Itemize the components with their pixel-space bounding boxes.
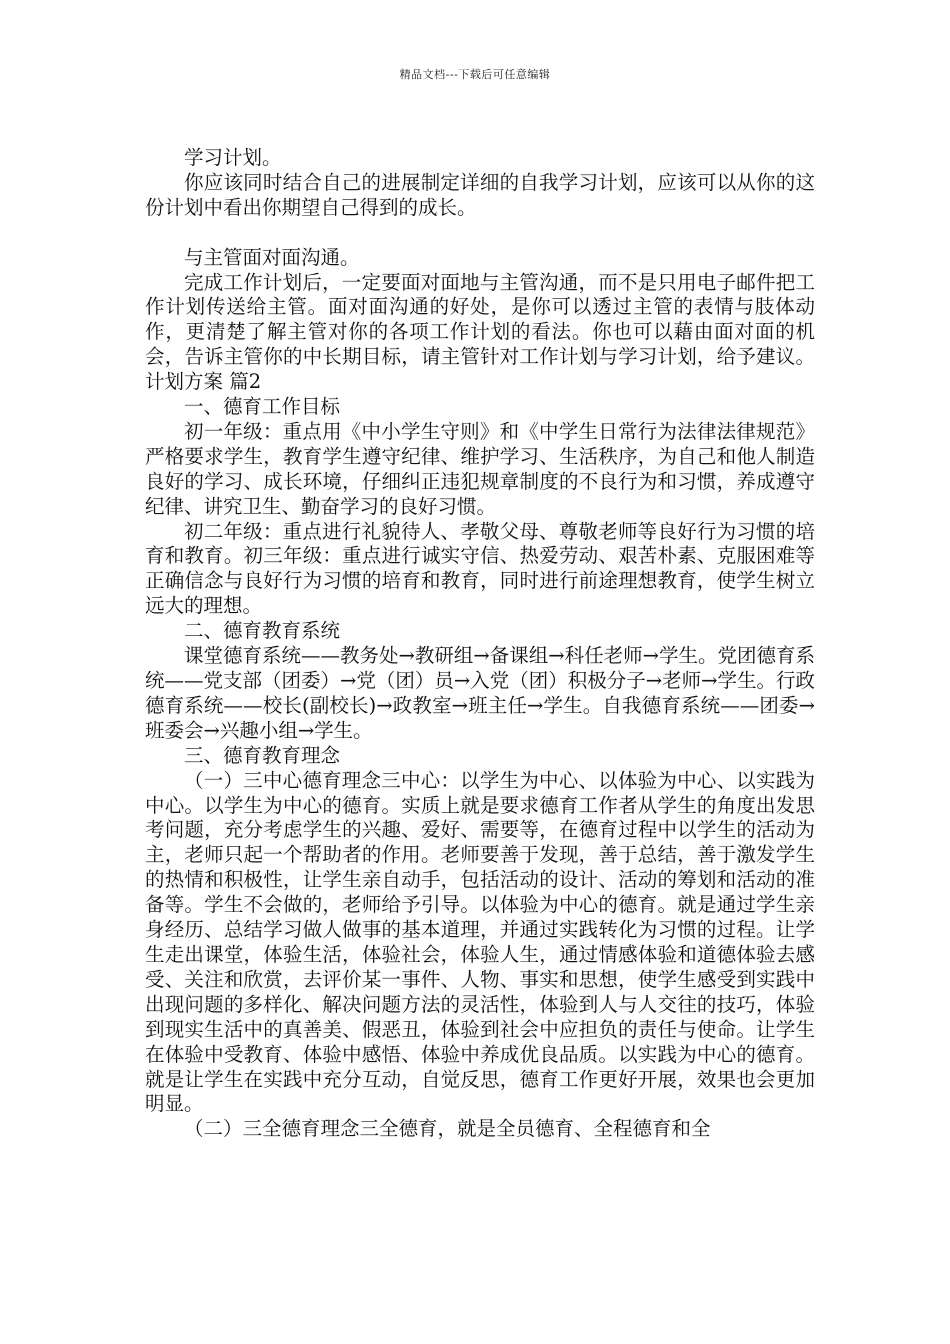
section-heading-philosophy: 三、德育教育理念 xyxy=(184,743,341,767)
paragraph-grade-one: 初一年级：重点用《中小学生守则》和《中学生日常行为法律法律规范》严格要求学生，教育学生遵守纪律、维护学习、生活秩序，为自己和他人制造良好的学习、成长环境，仔细纠正违犯规章制度的不良行为和习惯，养成遵守纪律、讲究卫生、勤奋学习的良好习惯。 xyxy=(145,419,815,518)
document-body xyxy=(145,146,815,1142)
page-header: 精品文档---下载后可任意编辑 xyxy=(399,68,551,81)
paragraph-communicate-heading: 与主管面对面沟通。 xyxy=(184,245,360,269)
section-heading-goals: 一、德育工作目标 xyxy=(184,395,341,419)
paragraph-self-study-plan: 你应该同时结合自己的进展制定详细的自我学习计划，应该可以从你的这份计划中看出你期望自己得到的成长。 xyxy=(145,170,815,219)
paragraph-communicate-body: 完成工作计划后，一定要面对面地与主管沟通，而不是只用电子邮件把工作计划传送给主管。面对面沟通的好处，是你可以透过主管的表情与肢体动作，更清楚了解主管对你的各项工作计划的看法。你也可以藉由面对面的机会，告诉主管你的中长期目标，请主管针对工作计划与学习计划，给予建议。计划方案 篇2 xyxy=(145,270,815,394)
paragraph-study-plan-heading: 学习计划。 xyxy=(184,146,282,169)
paragraph-three-all: （二）三全德育理念三全德育，就是全员德育、全程德育和全 xyxy=(184,1117,711,1141)
paragraph-three-centers: （一）三中心德育理念三中心：以学生为中心、以体验为中心、以实践为中心。以学生为中心的德育。实质上就是要求德育工作者从学生的角度出发思考问题，充分考虑学生的兴趣、爱好、需要等，在德育过程中以学生的活动为主，老师只起一个帮助者的作用。老师要善于发现，善于总结，善于激发学生的热情和积极性，让学生亲自动手，包括活动的设计、活动的筹划和活动的准备等。学生不会做的，老师给予引导。以体验为中心的德育。就是通过学生亲身经历、总结学习做人做事的基本道理，并通过实践转化为习惯的过程。让学生走出课堂，体验生活，体验社会，体验人生，通过情感体验和道德体验去感受、关注和欣赏，去评价某一事件、人物、事实和思想，使学生感受到实践中出现问题的多样化、解决问题方法的灵活性，体验到人与人交往的技巧，体验到现实生活中的真善美、假恶丑，体验到社会中应担负的责任与使命。让学生在体验中受教育、体验中感悟、体验中养成优良品质。以实践为中心的德育。就是让学生在实践中充分互动，自觉反思，德育工作更好开展，效果也会更加明显。 xyxy=(145,768,815,1116)
paragraph-grade-two-three: 初二年级：重点进行礼貌待人、孝敬父母、尊敬老师等良好行为习惯的培育和教育。初三年级：重点进行诚实守信、热爱劳动、艰苦朴素、克服困难等正确信念与良好行为习惯的培育和教育，同时进行前途理想教育，使学生树立远大的理想。 xyxy=(145,519,815,618)
section-heading-system: 二、德育教育系统 xyxy=(184,619,341,643)
paragraph-gap xyxy=(145,221,815,246)
paragraph-system-body: 课堂德育系统——教务处→教研组→备课组→科任老师→学生。党团德育系统——党支部（团委）→党（团）员→入党（团）积极分子→老师→学生。行政德育系统——校长(副校长)→政教室→班主任→学生。自我德育系统——团委→班委会→兴趣小组→学生。 xyxy=(145,644,815,742)
